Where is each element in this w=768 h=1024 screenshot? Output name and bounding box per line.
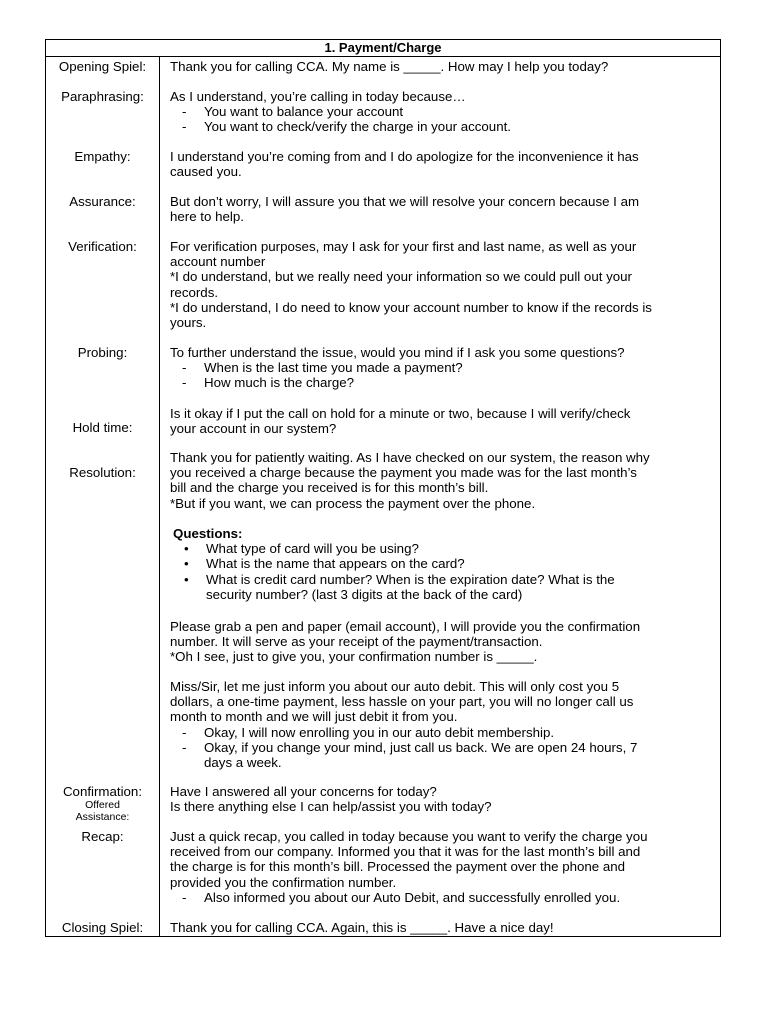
label-assurance: Assurance: (69, 194, 136, 209)
verification-block (170, 239, 716, 330)
auto-debit-block (170, 679, 716, 770)
list-item: - Okay, I will now enrolling you in our auto debit membership. (182, 724, 555, 740)
resolution-line: Miss/Sir, let me just inform you about our auto debit. This will only cost you 5 (170, 679, 620, 694)
empathy-line: caused you. (170, 164, 242, 180)
resolution-line: *But if you want, we can process the payment over the phone. (170, 495, 536, 511)
list-item-continued: days a week. (204, 755, 282, 771)
confirmation-line: Have I answered all your concerns for today? (170, 784, 437, 799)
list-item: • What is the name that appears on the card? (184, 556, 465, 572)
resolution-line: bill and the charge you received is for this month’s bill. (170, 480, 489, 496)
resolution-line: month to month and we will just debit it from you. (170, 709, 458, 725)
list-item: - Okay, if you change your mind, just call us back. We are open 24 hours, 7 (182, 739, 638, 755)
verification-line: For verification purposes, may I ask for your first and last name, as well as your (170, 239, 637, 254)
questions-title: Questions: (173, 526, 243, 541)
list-item: - You want to check/verify the charge in your account. (182, 119, 511, 135)
list-item: - You want to balance your account (182, 104, 404, 120)
assurance-line: here to help. (170, 209, 244, 225)
resolution-line: *Oh I see, just to give you, your confirmation number is _____. (170, 649, 538, 665)
assurance-line: But don’t worry, I will assure you that we will resolve your concern because I am (170, 194, 640, 209)
paraphrasing-intro: As I understand, you’re calling in today because… (170, 89, 466, 104)
probing-intro: To further understand the issue, would you mind if I ask you some questions? (170, 345, 625, 360)
verification-line: account number (170, 254, 266, 270)
closing-text: Thank you for calling CCA. Again, this is _____. Have a nice day! (170, 920, 554, 935)
questions-block (170, 526, 716, 602)
resolution-line: you received a charge because the payment you made was for the last month’s (170, 465, 637, 481)
label-hold-time: Hold time: (72, 420, 133, 435)
hold-line: Is it okay if I put the call on hold for a minute or two, because I will verify/check (170, 406, 631, 421)
label-verification: Verification: (68, 239, 137, 254)
paraphrasing-block (170, 89, 716, 135)
label-opening-spiel: Opening Spiel: (58, 59, 147, 74)
script-document (45, 39, 721, 937)
empathy-line: I understand you’re coming from and I do apologize for the inconvenience it has (170, 149, 639, 164)
list-item: - When is the last time you made a payment? (182, 360, 463, 376)
list-item: - How much is the charge? (182, 375, 355, 391)
recap-line: received from our company. Informed you that it was for the last month’s bill and (170, 844, 641, 860)
label-paraphrasing: Paraphrasing: (61, 89, 144, 104)
list-item: • What type of card will you be using? (184, 541, 419, 557)
label-closing-spiel: Closing Spiel: (61, 920, 144, 935)
resolution-block (170, 450, 716, 511)
confirmation-line: Is there anything else I can help/assist you with today? (170, 799, 492, 815)
column-divider (159, 56, 160, 936)
verification-line: yours. (170, 315, 207, 331)
resolution-line: Please grab a pen and paper (email account), I will provide you the confirmation (170, 619, 641, 634)
hold-line: your account in our system? (170, 421, 337, 437)
resolution-line: Thank you for patiently waiting. As I have checked on our system, the reason why (170, 450, 650, 465)
recap-line: Just a quick recap, you called in today because you want to verify the charge you (170, 829, 648, 844)
list-item: - Also informed you about our Auto Debit, and successfully enrolled you. (182, 889, 621, 905)
section-title: 1. Payment/Charge (46, 40, 720, 57)
resolution-line: number. It will serve as your receipt of the payment/transaction. (170, 634, 543, 650)
label-assistance: Assistance: (75, 811, 130, 823)
list-item-continued: security number? (last 3 digits at the back of the card) (206, 586, 523, 602)
opening-text: Thank you for calling CCA. My name is _____. How may I help you today? (170, 59, 609, 74)
resolution-line: dollars, a one-time payment, less hassle on your part, you will no longer call us (170, 694, 634, 710)
label-confirmation: Confirmation: (62, 784, 143, 799)
confirmation-number-block (170, 619, 716, 665)
label-probing: Probing: (77, 345, 128, 360)
hold-block (170, 406, 716, 436)
verification-line: records. (170, 284, 219, 300)
label-empathy: Empathy: (74, 149, 131, 164)
recap-block (170, 829, 716, 905)
list-item: • What is credit card number? When is the expiration date? What is the (184, 571, 615, 587)
verification-line: *I do understand, but we really need your information so we could pull out your (170, 269, 632, 285)
empathy-block (170, 149, 716, 179)
label-resolution: Resolution: (69, 465, 136, 480)
probing-block (170, 345, 716, 391)
confirmation-block (170, 784, 716, 814)
recap-line: the charge is for this month’s bill. Processed the payment over the phone and (170, 859, 626, 875)
label-offered: Offered (85, 799, 120, 811)
assurance-block (170, 194, 716, 224)
recap-line: provided you the confirmation number. (170, 874, 397, 890)
verification-line: *I do understand, I do need to know your account number to know if the records is (170, 299, 652, 315)
label-recap: Recap: (81, 829, 124, 844)
